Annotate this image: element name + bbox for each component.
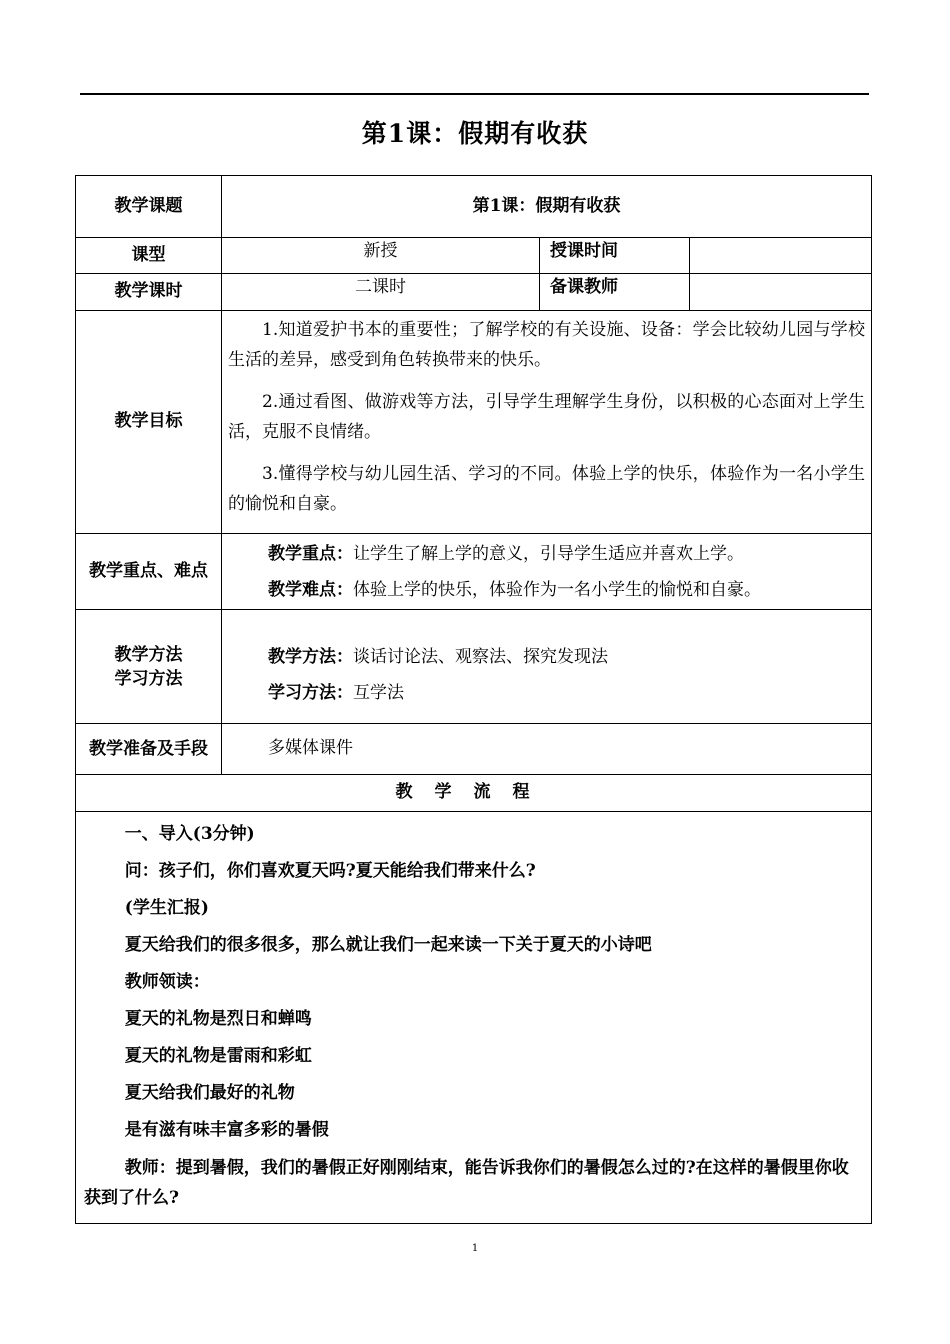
method-row bbox=[76, 610, 872, 724]
time-label: 授课时间 bbox=[540, 238, 690, 274]
flow-header-row bbox=[76, 775, 872, 812]
key-point-label: 教学重点： bbox=[268, 543, 353, 564]
difficulty-text: 体验上学的快乐，体验作为一名小学生的愉悦和自豪。 bbox=[353, 579, 761, 600]
key-point-text: 让学生了解上学的意义，引导学生适应并喜欢上学。 bbox=[353, 543, 744, 564]
method-label-1: 教学方法 bbox=[114, 644, 183, 665]
goals-label: 教学目标 bbox=[76, 311, 222, 534]
flow-line: (学生汇报) bbox=[124, 898, 209, 918]
hours-label: 教学课时 bbox=[76, 274, 222, 311]
topic-row bbox=[76, 176, 872, 238]
key-point-line bbox=[222, 536, 871, 572]
type-row bbox=[76, 238, 872, 274]
goals-row bbox=[76, 311, 872, 534]
goal-item: 1.知道爱护书本的重要性；了解学校的有关设施、设备：学会比较幼儿园与学校生活的差异，感受到角色转换带来的快乐。 bbox=[228, 320, 866, 370]
difficulty-line bbox=[222, 572, 871, 608]
prep-value: 多媒体课件 bbox=[268, 738, 353, 759]
teach-method-line bbox=[222, 639, 871, 675]
teacher-value bbox=[690, 274, 872, 311]
teach-method-label: 教学方法： bbox=[268, 646, 353, 667]
flow-line: 夏天的礼物是烈日和蝉鸣 bbox=[124, 1009, 312, 1029]
flow-line: 是有滋有味丰富多彩的暑假 bbox=[124, 1120, 329, 1140]
header-rule bbox=[80, 93, 869, 95]
time-value bbox=[690, 238, 872, 274]
topic-value: 第1课：假期有收获 bbox=[222, 176, 872, 238]
hours-value: 二课时 bbox=[222, 274, 540, 311]
flow-row bbox=[76, 812, 872, 1224]
prep-row bbox=[76, 724, 872, 775]
learn-method-label: 学习方法： bbox=[268, 682, 353, 703]
page-number: 1 bbox=[471, 1243, 479, 1254]
type-label: 课型 bbox=[76, 238, 222, 274]
flow-line: 问：孩子们，你们喜欢夏天吗?夏天能给我们带来什么? bbox=[124, 861, 536, 881]
goal-item: 3.懂得学校与幼儿园生活、学习的不同。体验上学的快乐，体验作为一名小学生的愉悦和自豪。 bbox=[228, 464, 866, 514]
flow-line: 教师：提到暑假，我们的暑假正好刚刚结束，能告诉我你们的暑假怎么过的?在这样的暑假里你收获到了什么? bbox=[84, 1158, 849, 1208]
goals-cell bbox=[222, 311, 872, 534]
flow-line: 夏天给我们的很多很多，那么就让我们一起来读一下关于夏天的小诗吧 bbox=[124, 935, 652, 955]
lesson-plan-table bbox=[75, 175, 872, 1224]
teacher-label: 备课教师 bbox=[540, 274, 690, 311]
goal-item: 2.通过看图、做游戏等方法，引导学生理解学生身份，以积极的心态面对上学生活，克服不良情绪。 bbox=[228, 392, 866, 442]
prep-cell bbox=[222, 724, 872, 775]
prep-label: 教学准备及手段 bbox=[76, 724, 222, 775]
hours-row bbox=[76, 274, 872, 311]
key-row bbox=[76, 534, 872, 610]
learn-method-text: 互学法 bbox=[353, 682, 404, 703]
document-title: 第1课：假期有收获 bbox=[361, 119, 589, 148]
flow-line: 夏天的礼物是雷雨和彩虹 bbox=[124, 1046, 312, 1066]
method-label-2: 学习方法 bbox=[114, 668, 183, 689]
method-label-cell bbox=[76, 610, 222, 724]
teach-method-text: 谈话讨论法、观察法、探究发现法 bbox=[353, 646, 608, 667]
flow-line: 教师领读： bbox=[124, 972, 210, 992]
key-label: 教学重点、难点 bbox=[76, 534, 222, 610]
flow-line: 夏天给我们最好的礼物 bbox=[124, 1083, 295, 1103]
flow-line: 一、导入(3分钟) bbox=[124, 824, 255, 844]
key-cell bbox=[222, 534, 872, 610]
difficulty-label: 教学难点： bbox=[268, 579, 353, 600]
topic-label: 教学课题 bbox=[76, 176, 222, 238]
flow-header: 教学流程 bbox=[76, 775, 872, 812]
flow-cell bbox=[76, 812, 872, 1224]
type-value: 新授 bbox=[222, 238, 540, 274]
method-cell bbox=[222, 610, 872, 724]
learn-method-line bbox=[222, 675, 871, 711]
